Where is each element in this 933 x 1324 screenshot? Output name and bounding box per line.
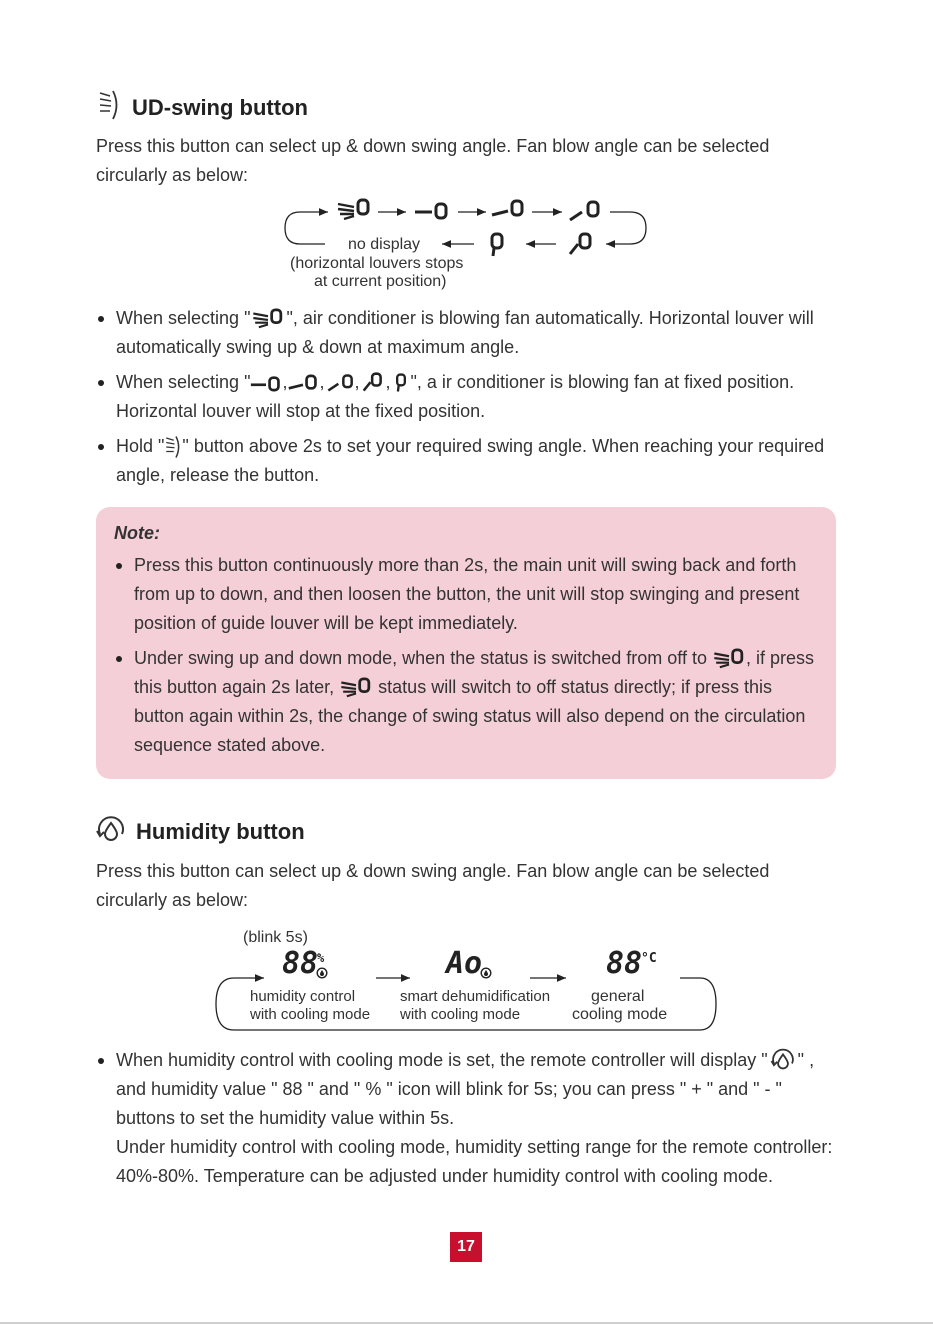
humidity-bullet-1-range: Under humidity control with cooling mode, humidity setting range for the remote controller: 40%-80%. Temperature can be adjusted under humidity control with cooling mode. [116, 1137, 833, 1187]
display-dehumid-mode-icon [480, 966, 492, 984]
swing-bullet-hold-post: " button above 2s to set your required swing angle. When reaching your required angle, release the button. [116, 436, 825, 485]
display-dehumid-value: Ao [446, 946, 483, 981]
note-list [114, 551, 826, 766]
swing-auto-icon [250, 308, 286, 330]
swing-bullet-fixed-post: ", a ir conditioner is blowing fan at fixed position. Horizontal louver will stop at the fixed position. [116, 372, 795, 421]
diagram-stops-label-2: at current position) [314, 273, 447, 290]
swing-bullet-fixed [96, 368, 841, 426]
display-percent-symbol: % [317, 951, 325, 965]
display-temperature-value: 88 [606, 946, 643, 981]
note-item-1 [114, 551, 826, 638]
swing-bullet-auto-pre: When selecting " [116, 308, 251, 328]
swing-auto-icon [339, 677, 373, 699]
swing-pos2-icon [287, 373, 319, 393]
humidity-bullet-1-pre: When humidity control with cooling mode is set, the remote controller will display " [116, 1050, 768, 1070]
swing-bullet-sep: , [354, 372, 360, 392]
swing-auto-symbol [336, 198, 372, 227]
note-item-2 [114, 644, 826, 760]
swing-pos1-symbol [414, 200, 450, 225]
note-title: Note: [114, 523, 160, 543]
mode2-label-line1: smart dehumidification [400, 988, 551, 1005]
diagram-no-display-label: no display [348, 236, 421, 253]
swing-auto-icon [712, 648, 746, 670]
humidity-section-title: Humidity button [136, 819, 305, 844]
mode3-label-line1: general [591, 988, 645, 1005]
display-humidity-value: 88 [282, 946, 319, 981]
swing-bullet-auto [96, 304, 841, 362]
note-item-1-text: Press this button continuously more than 2s, the main unit will swing back and forth from up to down, and then loosen the button, the unit will stop swinging and present position of guide louver will be kept immediately. [134, 555, 800, 633]
mode1-label-line1: humidity control [250, 988, 356, 1005]
swing-section-title: UD-swing button [132, 95, 308, 120]
swing-pos5-symbol [484, 232, 510, 263]
swing-bullet-fixed-pre: When selecting " [116, 372, 251, 392]
swing-bullet-sep: , [319, 372, 325, 392]
mode1-label-line2: with cooling mode [250, 1006, 371, 1023]
swing-pos2-symbol [490, 198, 526, 225]
note-item-2-post: status will switch to off status directly; if press this button again within 2s, the change of swing status will also depend on the circulation sequence stated above. [134, 677, 806, 755]
swing-icon [98, 89, 120, 126]
note-box [96, 507, 836, 779]
humidity-button-icon [768, 1047, 798, 1075]
swing-pos3-icon [325, 372, 355, 394]
diagram-stops-label-1: (horizontal louvers stops [290, 255, 464, 272]
swing-bullet-auto-post: ", air conditioner is blowing fan automatically. Horizontal louver will automatically swing up & down at maximum angle. [116, 308, 814, 357]
note-item-2-mid: , if press this button again 2s later, [134, 648, 815, 697]
swing-pos5-icon [391, 372, 411, 394]
display-humidity-mode-icon [316, 966, 328, 984]
swing-intro: Press this button can select up & down swing angle. Fan blow angle can be selected circularly as below: [96, 136, 770, 185]
swing-bullet-sep: , [282, 372, 288, 392]
swing-button-icon [164, 435, 182, 459]
swing-pos4-icon [360, 372, 386, 394]
swing-pos4-symbol [566, 232, 602, 263]
swing-bullet-hold [96, 432, 841, 490]
mode2-label-line2: with cooling mode [400, 1006, 521, 1023]
swing-bullet-hold-pre: Hold " [116, 436, 165, 456]
humidity-icon [94, 814, 128, 853]
humidity-intro: Press this button can select up & down swing angle. Fan blow angle can be selected circularly as below: [96, 861, 770, 910]
diagram-blink-label: (blink 5s) [243, 929, 308, 946]
swing-bullet-sep: , [385, 372, 391, 392]
display-celsius-symbol: °C [641, 951, 657, 966]
swing-pos1-icon [250, 374, 282, 392]
humidity-bullet-1 [96, 1046, 841, 1191]
swing-bullet-list [96, 304, 841, 490]
mode3-label-line2: cooling mode [572, 1006, 668, 1023]
page-number: 17 [450, 1232, 482, 1262]
note-item-2-pre: Under swing up and down mode, when the status is switched from off to [134, 648, 707, 668]
humidity-bullet-1-post: " , and humidity value " 88 " and " % " icon will blink for 5s; you can press " + " and " - " buttons to set the humidity value within 5s. [116, 1050, 815, 1129]
swing-pos3-symbol [566, 198, 602, 229]
humidity-bullet-list [96, 1046, 841, 1191]
